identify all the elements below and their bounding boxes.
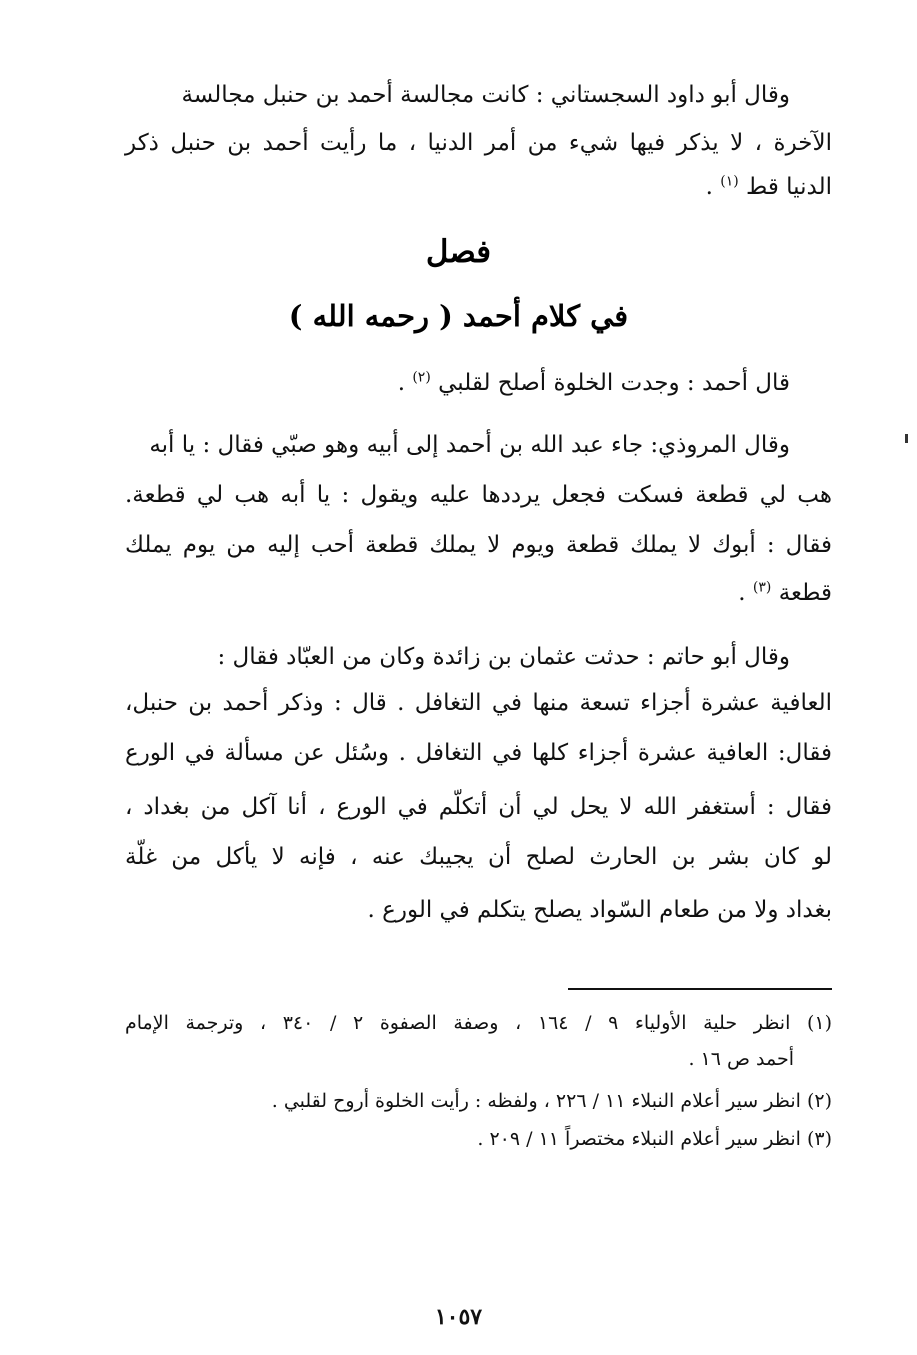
paragraph4-line6: بغداد ولا من طعام السّواد يصلح يتكلم في الورع . [367,897,832,923]
paragraph2-end: . [397,370,405,396]
footnote-ref-2: (٢) [412,369,431,386]
section-title: في كلام أحمد ( رحمه الله ) [288,299,629,333]
paragraph3-line4-end: . [738,580,746,606]
paragraph3-line4-text: قطعة [778,580,832,606]
footnote-2: (٢) انظر سير أعلام النبلاء ١١ / ٢٢٦ ، ولفظه : رأيت الخلوة أروح لقلبي . [271,1090,832,1112]
paragraph1-line2: الآخرة ، لا يذكر فيها شيء من أمر الدنيا ، ما رأيت أحمد بن حنبل ذكر [125,130,832,156]
margin-mark [905,434,908,443]
footnote-separator [568,988,832,990]
paragraph4-line3: فقال: العافية عشرة أجزاء كلها في التغافل . وسُئل عن مسألة في الورع [125,740,832,766]
footnote-1-line2: أحمد ص ١٦ . [688,1048,794,1070]
footnote-ref-1: (١) [720,173,739,190]
paragraph4-line5: لو كان بشر بن الحارث لصلح أن يجيبك عنه ، فإنه لا يأكل من غلّة [125,844,832,870]
paragraph4-line1: وقال أبو حاتم : حدثت عثمان بن زائدة وكان من العبّاد فقال : [217,644,790,670]
paragraph2-line [398,368,790,398]
section-heading: فصل [425,234,492,270]
paragraph3-line2: هب لي قطعة فسكت فجعل يرددها عليه ويقول : يا أبه هب لي قطعة. [125,482,832,508]
paragraph3-line3: فقال : أبوك لا يملك قطعة ويوم لا يملك قطعة أحب إليه من يوم يملك [125,532,832,558]
page-number: ١٠٥٧ [434,1304,483,1330]
footnote-ref-3: (٣) [752,579,772,596]
paragraph1-line3-text: الدنيا قط [746,174,832,200]
paragraph1-line1: وقال أبو داود السجستاني : كانت مجالسة أحمد بن حنبل مجالسة [181,82,790,108]
paragraph4-line2: العافية عشرة أجزاء تسعة منها في التغافل . قال : وذكر أحمد بن حنبل، [125,690,832,716]
paragraph2-text: قال أحمد : وجدت الخلوة أصلح لقلبي [438,370,790,396]
paragraph3-line1: وقال المروذي: جاء عبد الله بن أحمد إلى أبيه وهو صبّي فقال : يا أبه [149,432,790,458]
paragraph1-line3 [706,172,832,202]
paragraph4-line4: فقال : أستغفر الله لا يحل لي أن أتكلّم في الورع ، أنا آكل من بغداد ، [125,794,832,820]
footnote-3: (٣) انظر سير أعلام النبلاء مختصراً ١١ / ٢٠٩ . [477,1128,832,1150]
paragraph1-line3-end: . [705,174,713,200]
footnote-1-line1: (١) انظر حلية الأولياء ٩ / ١٦٤ ، وصفة الصفوة ٢ / ٣٤٠ ، وترجمة الإمام [125,1012,833,1034]
paragraph3-line4 [738,578,832,608]
